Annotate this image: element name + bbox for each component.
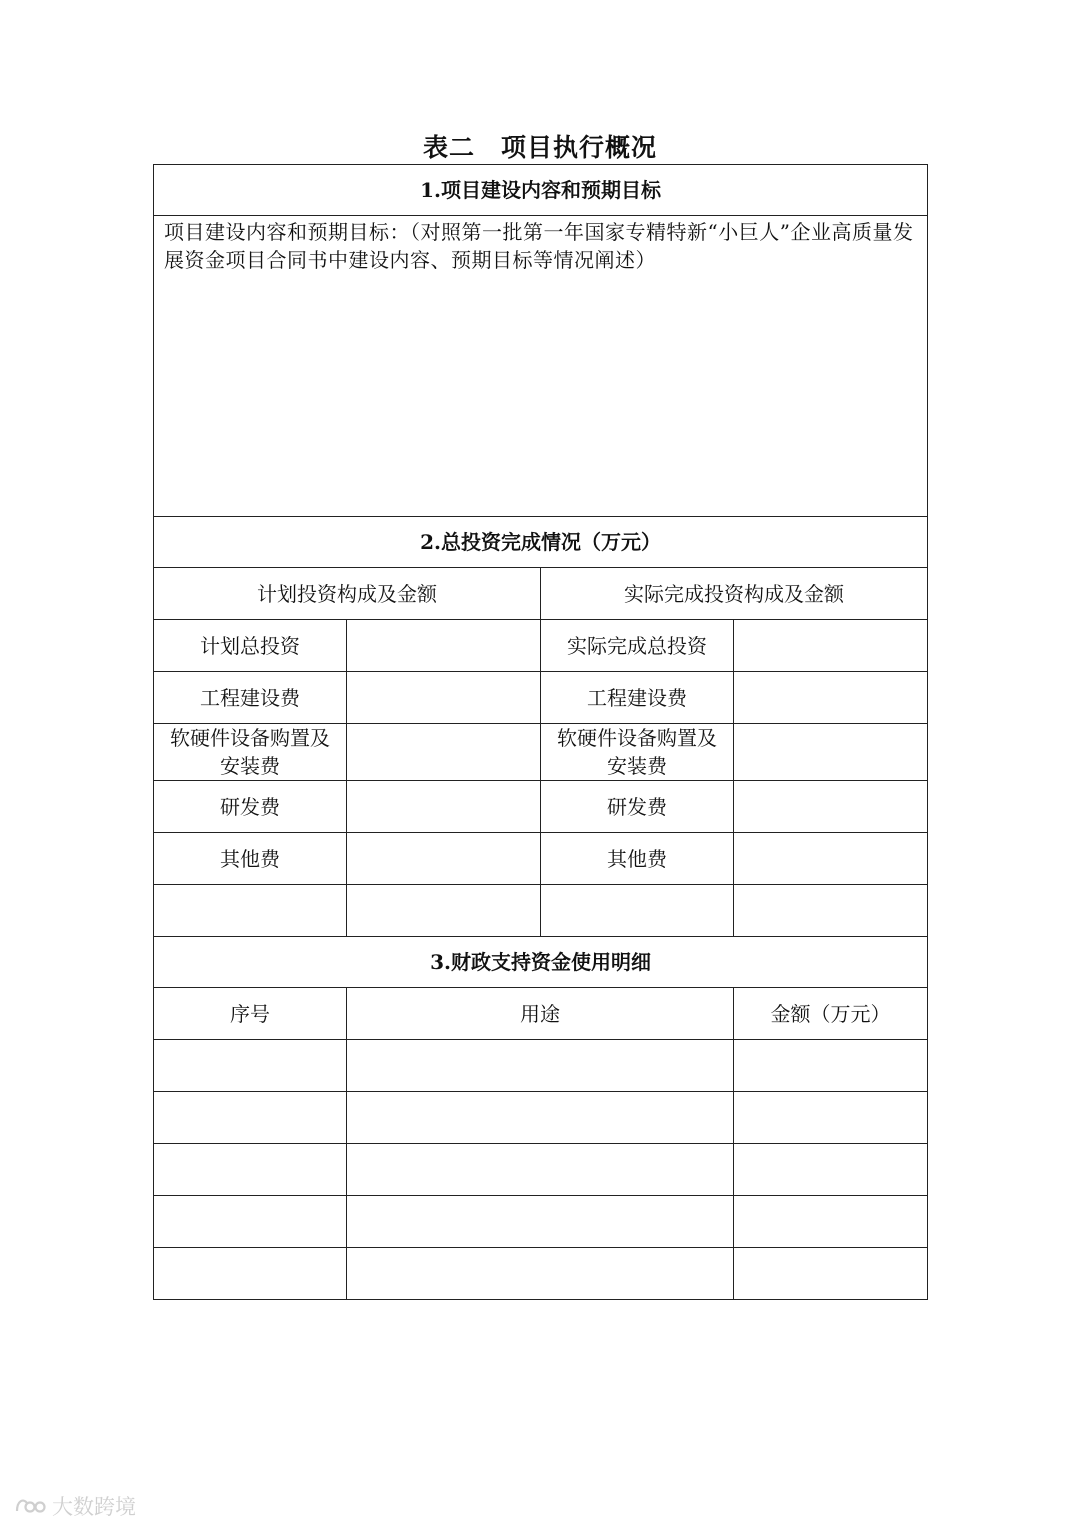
serial-cell[interactable]: [154, 1144, 347, 1196]
planned-item-label: 计划总投资: [154, 620, 347, 672]
purpose-cell[interactable]: [347, 1196, 734, 1248]
section-2-heading: 2.总投资完成情况（万元）: [154, 517, 928, 568]
serial-cell[interactable]: [154, 1196, 347, 1248]
amount-cell[interactable]: [734, 1144, 928, 1196]
amount-cell[interactable]: [734, 1248, 928, 1300]
section-3-heading: 3.财政支持资金使用明细: [154, 937, 928, 988]
actual-item-label: 其他费: [541, 833, 734, 885]
actual-item-label: 实际完成总投资: [541, 620, 734, 672]
actual-item-label: 工程建设费: [541, 672, 734, 724]
serial-cell[interactable]: [154, 1248, 347, 1300]
amount-cell[interactable]: [734, 1040, 928, 1092]
actual-amount-cell[interactable]: [734, 672, 928, 724]
actual-item-label: 研发费: [541, 781, 734, 833]
fund-usage-row: [154, 1144, 928, 1196]
watermark: [14, 1491, 136, 1521]
actual-amount-cell[interactable]: [734, 620, 928, 672]
planned-amount-cell[interactable]: [347, 620, 541, 672]
purpose-cell[interactable]: [347, 1040, 734, 1092]
serial-cell[interactable]: [154, 1092, 347, 1144]
investment-row: [154, 833, 928, 885]
serial-cell[interactable]: [154, 1040, 347, 1092]
column-header-amount: 金额（万元）: [734, 988, 928, 1040]
actual-item-label: 软硬件设备购置及安装费: [541, 724, 734, 781]
planned-amount-cell[interactable]: [347, 833, 541, 885]
fund-usage-row: [154, 1040, 928, 1092]
column-header-serial: 序号: [154, 988, 347, 1040]
planned-item-label: 研发费: [154, 781, 347, 833]
project-execution-table: [153, 164, 928, 1300]
planned-item-label: 其他费: [154, 833, 347, 885]
column-header-purpose: 用途: [347, 988, 734, 1040]
investment-row: [154, 672, 928, 724]
actual-amount-cell[interactable]: [734, 724, 928, 781]
purpose-cell[interactable]: [347, 1092, 734, 1144]
actual-item-label[interactable]: [541, 885, 734, 937]
investment-row: [154, 620, 928, 672]
actual-amount-cell[interactable]: [734, 885, 928, 937]
section-1-description[interactable]: 项目建设内容和预期目标：（对照第一批第一年国家专精特新“小巨人”企业高质量发展资金项目合同书中建设内容、预期目标等情况阐述）: [154, 216, 928, 517]
fund-usage-row: [154, 1092, 928, 1144]
actual-amount-cell[interactable]: [734, 781, 928, 833]
planned-amount-cell[interactable]: [347, 781, 541, 833]
investment-row: [154, 724, 928, 781]
fund-usage-row: [154, 1248, 928, 1300]
fund-usage-row: [154, 1196, 928, 1248]
watermark-text: 大数跨境: [52, 1495, 136, 1519]
investment-row: [154, 885, 928, 937]
section-1-heading: 1.项目建设内容和预期目标: [154, 165, 928, 216]
planned-item-label: 软硬件设备购置及安装费: [154, 724, 347, 781]
brand-logo-icon: [14, 1495, 46, 1517]
planned-amount-cell[interactable]: [347, 885, 541, 937]
purpose-cell[interactable]: [347, 1248, 734, 1300]
planned-amount-cell[interactable]: [347, 724, 541, 781]
fund-usage-header-row: [154, 988, 928, 1040]
planned-amount-cell[interactable]: [347, 672, 541, 724]
page-title: 表二 项目执行概况: [422, 133, 657, 162]
amount-cell[interactable]: [734, 1092, 928, 1144]
planned-item-label: 工程建设费: [154, 672, 347, 724]
investment-row: [154, 781, 928, 833]
purpose-cell[interactable]: [347, 1144, 734, 1196]
amount-cell[interactable]: [734, 1196, 928, 1248]
actual-amount-cell[interactable]: [734, 833, 928, 885]
planned-item-label[interactable]: [154, 885, 347, 937]
planned-investment-header: 计划投资构成及金额: [154, 568, 541, 620]
actual-investment-header: 实际完成投资构成及金额: [541, 568, 928, 620]
